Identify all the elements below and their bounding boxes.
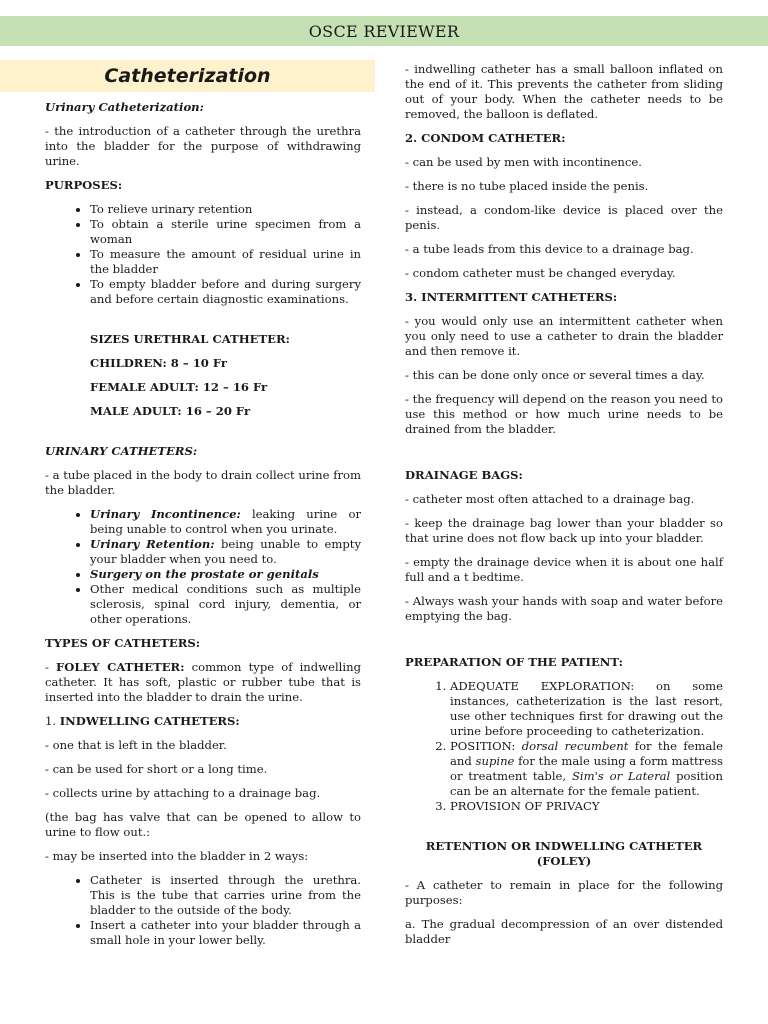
indwelling-heading: 1. INDWELLING CATHETERS: [45, 714, 240, 728]
list-item: • Catheter is inserted through the urethra. This is the tube that carries urine from the bladder to the outside of the body. [90, 873, 361, 918]
drainage-point: - empty the drainage device when it is about one half full and a t bedtime. [405, 555, 723, 584]
list-item: • To obtain a sterile urine specimen from a woman [90, 217, 361, 247]
list-item: • Urinary Incontinence: leaking urine or being unable to control when you urinate. [90, 507, 361, 537]
size-female: FEMALE ADULT: 12 – 16 Fr [90, 380, 268, 394]
list-item: • Urinary Retention: being unable to empty your bladder when you need to. [90, 537, 361, 567]
indwelling-point: (the bag has valve that can be opened to allow to urine to flow out.: [45, 810, 361, 839]
right-column [405, 62, 723, 956]
prep-list [405, 679, 723, 814]
size-male: MALE ADULT: 16 – 20 Fr [90, 404, 251, 418]
left-column [0, 60, 375, 957]
indwelling-point: - one that is left in the bladder. [45, 738, 227, 752]
list-item: • To empty bladder before and during surgery and before certain diagnostic examinations. [90, 277, 361, 307]
header-banner [0, 16, 768, 46]
title-box [0, 60, 375, 92]
list-item: • To measure the amount of residual urine in the bladder [90, 247, 361, 277]
types-heading: TYPES OF CATHETERS: [45, 636, 200, 650]
list-item: • To relieve urinary retention [90, 202, 361, 217]
list-item: 3. PROVISION OF PRIVACY [450, 799, 723, 814]
intermittent-point: - you would only use an intermittent catheter when you only need to use a catheter to drain the bladder and then remove it. [405, 314, 723, 358]
condom-point: - instead, a condom-like device is placed over the penis. [405, 203, 723, 232]
list-item: • Other medical conditions such as multiple sclerosis, spinal cord injury, dementia, or other operations. [90, 582, 361, 627]
list-item: 1. ADEQUATE EXPLORATION: on some instances, catheterization is the last resort, use other techniques first for drawing out the urine before proceeding to catheterization. [450, 679, 723, 739]
condom-point: - a tube leads from this device to a drainage bag. [405, 242, 694, 256]
urinary-heading: URINARY CATHETERS: [45, 444, 198, 458]
drainage-point: - Always wash your hands with soap and water before emptying the bag. [405, 594, 723, 623]
retention-heading: RETENTION OR INDWELLING CATHETER (FOLEY) [425, 839, 703, 868]
size-children: CHILDREN: 8 – 10 Fr [90, 356, 228, 370]
indwelling-point: - may be inserted into the bladder in 2 ways: [45, 849, 309, 863]
drainage-point: - catheter most often attached to a drainage bag. [405, 492, 695, 506]
foley-paragraph: - FOLEY CATHETER: common type of indwelling catheter. It has soft, plastic or rubber tube that is inserted into the bladder to drain the urine. [45, 660, 361, 704]
condom-point: - can be used by men with incontinence. [405, 155, 642, 169]
prep-heading: PREPARATION OF THE PATIENT: [405, 655, 623, 669]
list-item: • Surgery on the prostate or genitals [90, 567, 361, 582]
page-title: Catheterization [104, 64, 271, 87]
indwelling-continued: - indwelling catheter has a small balloon inflated on the end of it. This prevents the catheter from sliding out of your body. When the catheter needs to be removed, the balloon is deflated. [405, 62, 723, 121]
indwelling-point: - can be used for short or a long time. [45, 762, 268, 776]
page-header-title: OSCE REVIEWER [308, 21, 460, 41]
subtitle: Urinary Catheterization: [45, 100, 204, 114]
condom-point: - there is no tube placed inside the penis. [405, 179, 649, 193]
list-item: 2. POSITION: dorsal recumbent for the female and supine for the male using a form mattress or treatment table, Sim's or Lateral position can be an alternate for the female patient. [450, 739, 723, 799]
purposes-heading: PURPOSES: [45, 178, 123, 192]
definition: - the introduction of a catheter through the urethra into the bladder for the purpose of withdrawing urine. [45, 124, 361, 168]
drainage-point: - keep the drainage bag lower than your bladder so that urine does not flow back up into your bladder. [405, 516, 723, 545]
drainage-heading: DRAINAGE BAGS: [405, 468, 523, 482]
purposes-list [45, 202, 361, 307]
urinary-definition: - a tube placed in the body to drain collect urine from the bladder. [45, 468, 361, 497]
retention-point: a. The gradual decompression of an over distended bladder [405, 917, 723, 946]
condom-heading: 2. CONDOM CATHETER: [405, 131, 566, 145]
retention-point: - A catheter to remain in place for the following purposes: [405, 878, 723, 907]
indwelling-point: - collects urine by attaching to a drainage bag. [45, 786, 321, 800]
intermittent-point: - the frequency will depend on the reason you need to use this method or how much urine needs to be drained from the bladder. [405, 392, 723, 436]
list-item: • Insert a catheter into your bladder through a small hole in your lower belly. [90, 918, 361, 948]
sizes-heading: SIZES URETHRAL CATHETER: [90, 332, 290, 346]
ways-list [45, 873, 361, 948]
condom-point: - condom catheter must be changed everyday. [405, 266, 676, 280]
uses-list [45, 507, 361, 627]
intermittent-heading: 3. INTERMITTENT CATHETERS: [405, 290, 618, 304]
intermittent-point: - this can be done only once or several times a day. [405, 368, 705, 382]
